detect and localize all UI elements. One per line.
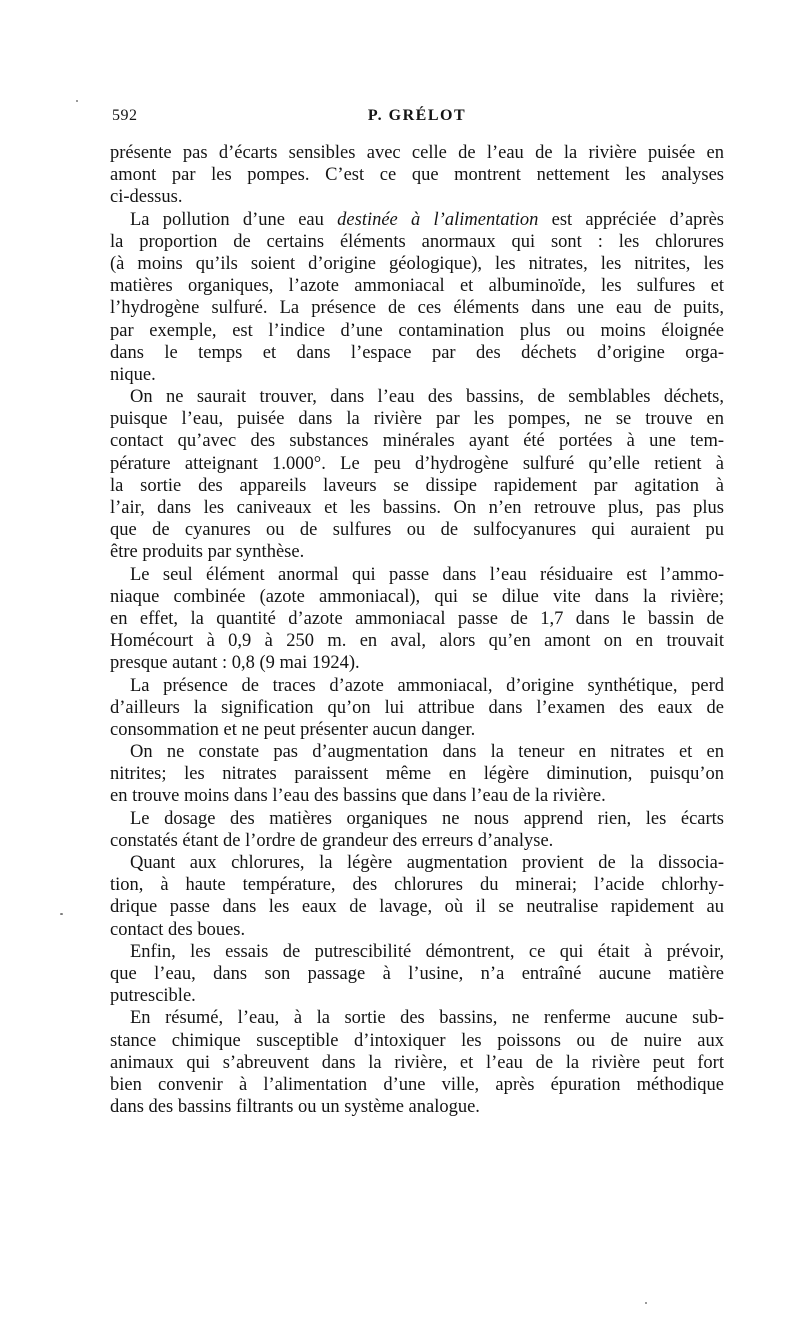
text-line: constatés étant de l’ordre de grandeur des erreurs d’analyse. — [110, 830, 554, 851]
page-number: 592 — [112, 107, 138, 124]
text-line: la sortie des appareils laveurs se dissipe rapidement par agitation à — [110, 475, 724, 496]
text-line: puisque l’eau, puisée dans la rivière par les pompes, ne se trouve en — [110, 409, 724, 430]
running-head: P. GRÉLOT — [367, 107, 467, 124]
text-line: drique passe dans les eaux de lavage, où il se neutralise rapidement au — [110, 897, 724, 918]
text-line: consommation et ne peut présenter aucun danger. — [110, 719, 476, 740]
text-line: Le dosage des matières organiques ne nous apprend rien, les écarts — [130, 808, 724, 829]
body-text — [110, 142, 724, 1118]
text-line: bien convenir à l’alimentation d’une ville, après épuration méthodique — [110, 1074, 724, 1095]
text-line: que de cyanures ou de sulfures ou de sulfocyanures qui auraient pu — [110, 520, 724, 541]
text-line: par exemple, est l’indice d’une contamination plus ou moins éloignée — [110, 320, 724, 341]
text-line: présente pas d’écarts sensibles avec celle de l’eau de la rivière puisée en — [110, 143, 724, 163]
text-line: dans le temps et dans l’espace par des déchets d’origine orga- — [110, 342, 724, 363]
text-line: contact des boues. — [110, 919, 246, 940]
text-line: en trouve moins dans l’eau des bassins que dans l’eau de la rivière. — [110, 786, 606, 807]
text-line: En résumé, l’eau, à la sortie des bassins, ne renferme aucune sub- — [130, 1008, 724, 1029]
scan-speck — [76, 100, 78, 102]
line-segment: est appréciée d’après — [538, 209, 724, 230]
text-line: Homécourt à 0,9 à 250 m. en aval, alors qu’en amont on en trouvait — [110, 631, 724, 652]
scan-speck — [60, 913, 63, 915]
text-line: être produits par synthèse. — [110, 542, 305, 563]
text-line: l’air, dans les caniveaux et les bassins. On n’en retrouve plus, pas plus — [110, 498, 724, 518]
text-line: que l’eau, dans son passage à l’usine, n’a entraîné aucune matière — [110, 963, 724, 984]
text-line: putrescible. — [110, 986, 196, 1007]
text-line: Enfin, les essais de putrescibilité démontrent, ce qui était à prévoir, — [130, 941, 724, 962]
text-line: dans des bassins filtrants ou un système analogue. — [110, 1097, 480, 1118]
text-line: nitrites; les nitrates paraissent même en légère diminution, puisqu’on — [110, 764, 724, 785]
text-line: amont par les pompes. C’est ce que montrent nettement les analyses — [110, 165, 724, 186]
text-line: l’hydrogène sulfuré. La présence de ces éléments dans une eau de puits, — [110, 298, 724, 319]
text-line: pérature atteignant 1.000°. Le peu d’hydrogène sulfuré qu’elle retient à — [110, 453, 724, 474]
text-line: nique. — [110, 364, 156, 385]
text-line: La présence de traces d’azote ammoniacal, d’origine synthétique, perd — [130, 675, 724, 696]
line-segment: La pollution d’une eau — [130, 209, 338, 230]
text-line: presque autant : 0,8 (9 mai 1924). — [110, 653, 360, 674]
text-line: la proportion de certains éléments anormaux qui sont : les chlorures — [110, 231, 724, 252]
scan-speck — [645, 1302, 647, 1304]
page-header — [110, 107, 724, 131]
text-line: tion, à haute température, des chlorures du minerai; l’acide chlorhy- — [110, 875, 724, 896]
text-line: d’ailleurs la signification qu’on lui attribue dans l’examen des eaux de — [110, 697, 724, 718]
text-line: matières organiques, l’azote ammoniacal et albuminoïde, les sulfures et — [110, 276, 724, 297]
text-line: On ne saurait trouver, dans l’eau des bassins, de semblables déchets, — [130, 387, 724, 408]
text-line: On ne constate pas d’augmentation dans la teneur en nitrates et en — [130, 742, 724, 763]
emphasis-text: destinée à l’alimentation — [337, 209, 539, 230]
text-line: ci-dessus. — [110, 187, 183, 208]
text-line: en effet, la quantité d’azote ammoniacal passe de 1,7 dans le bassin de — [110, 608, 724, 629]
text-line: Le seul élément anormal qui passe dans l’eau résiduaire est l’ammo- — [130, 564, 724, 585]
text-line: animaux qui s’abreuvent dans la rivière, et l’eau de la rivière peut fort — [110, 1052, 724, 1073]
text-line: stance chimique susceptible d’intoxiquer les poissons ou de nuire aux — [110, 1030, 724, 1051]
text-line: (à moins qu’ils soient d’origine géologique), les nitrates, les nitrites, les — [110, 253, 724, 274]
text-line — [110, 209, 724, 231]
text-line: niaque combinée (azote ammoniacal), qui se dilue vite dans la rivière; — [110, 586, 724, 607]
text-line: contact qu’avec des substances minérales ayant été portées à une tem- — [110, 431, 724, 452]
text-line: Quant aux chlorures, la légère augmentation provient de la dissocia- — [130, 853, 724, 873]
